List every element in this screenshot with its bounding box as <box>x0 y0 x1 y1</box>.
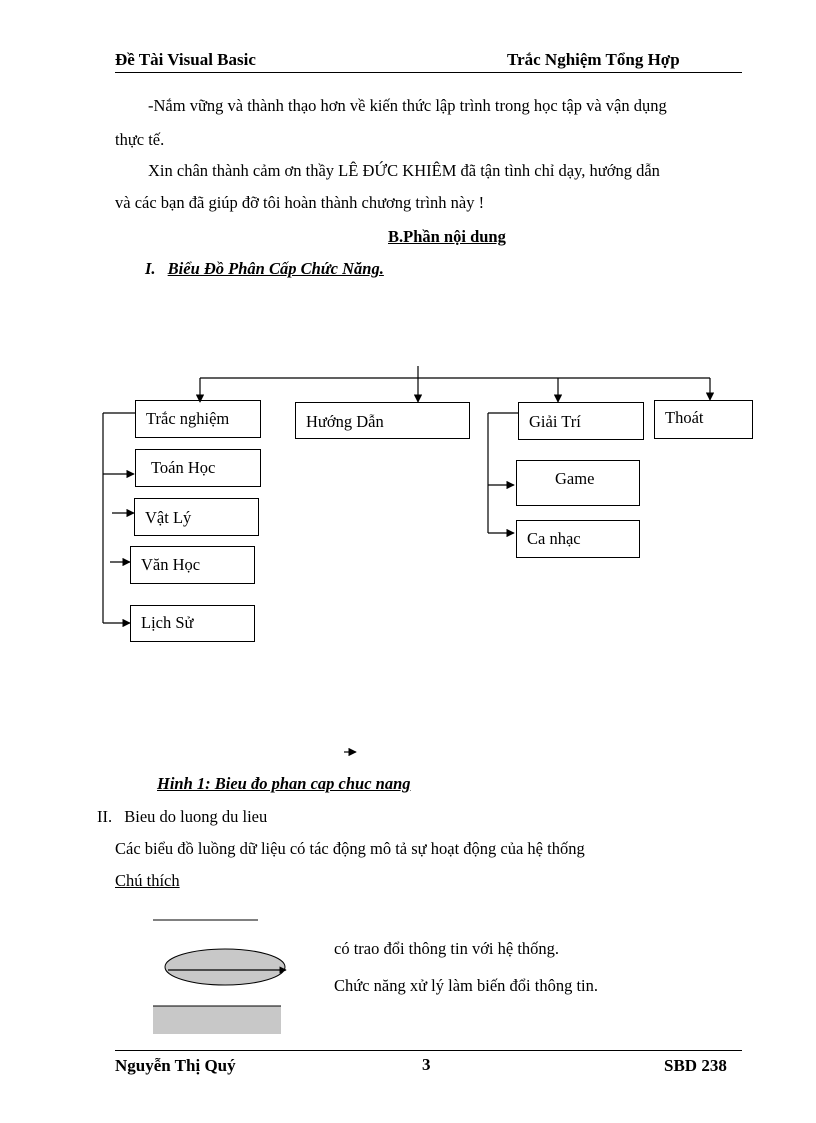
paragraph-1-line-1: -Nắm vững và thành thạo hơn về kiến thức lập trình trong học tập và vận dụng <box>148 96 667 115</box>
box-toan-hoc: Toán Học <box>135 449 261 487</box>
box-lich-su: Lịch Sử <box>130 605 255 642</box>
section-ii-number: II. <box>97 807 113 826</box>
section-b-title: B.Phần nội dung <box>388 227 506 246</box>
paragraph-2-line-2: và các bạn đã giúp đỡ tôi hoàn thành chương trình này ! <box>115 193 485 212</box>
box-ca-nhac: Ca nhạc <box>516 520 640 558</box>
header-right: Trắc Nghiệm Tổng Hợp <box>507 50 680 69</box>
box-game: Game <box>516 460 640 506</box>
figure-caption: Hinh 1: Bieu đo phan cap chuc nang <box>157 774 411 793</box>
legend-title: Chú thích <box>115 871 180 890</box>
footer-rule <box>115 1050 742 1051</box>
footer-page-number: 3 <box>422 1055 431 1074</box>
legend-ellipse-symbol <box>165 949 285 985</box>
box-thoat: Thoát <box>654 400 753 439</box>
section-ii-description: Các biểu đồ luồng dữ liệu có tác động mô tả sự hoạt động của hệ thống <box>115 839 585 858</box>
box-trac-nghiem: Trắc nghiệm <box>135 400 261 438</box>
box-vat-ly: Vật Lý <box>134 498 259 536</box>
box-van-hoc: Văn Học <box>130 546 255 584</box>
legend-store-symbol <box>153 1006 281 1034</box>
footer-sbd: SBD 238 <box>664 1056 727 1075</box>
paragraph-1-line-2: thực tế. <box>115 130 165 149</box>
paragraph-2-line-1: Xin chân thành cảm ơn thầy LÊ ĐỨC KHIÊM đã tận tình chỉ dạy, hướng dẫn <box>148 161 660 180</box>
legend-item-1: có trao đổi thông tin với hệ thống. <box>334 939 560 958</box>
footer-author: Nguyễn Thị Quý <box>115 1056 236 1075</box>
section-i-number: I. <box>145 259 156 278</box>
legend-item-2: Chức năng xử lý làm biến đổi thông tin. <box>334 976 598 995</box>
section-i-title: Biểu Đồ Phân Cấp Chức Năng. <box>167 259 384 278</box>
header-left: Đề Tài Visual Basic <box>115 50 256 69</box>
box-giai-tri: Giải Trí <box>518 402 644 440</box>
section-ii-title: Bieu do luong du lieu <box>124 807 268 826</box>
box-huong-dan: Hướng Dẫn <box>295 402 470 439</box>
